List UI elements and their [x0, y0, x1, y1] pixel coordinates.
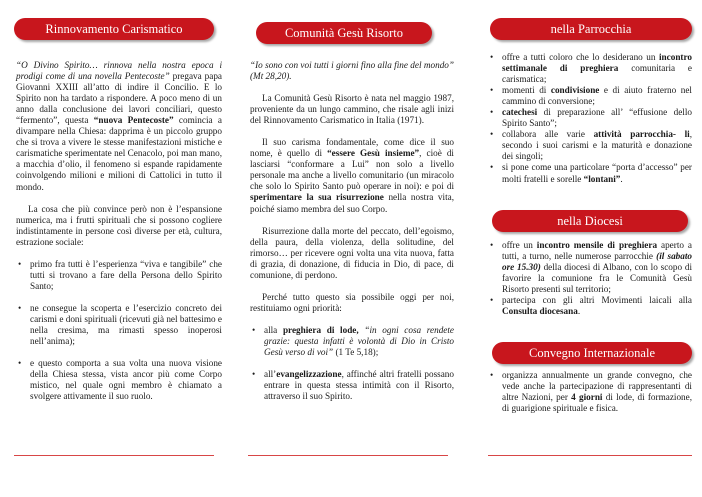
- text: offre un: [502, 240, 537, 250]
- text: partecipa con gli altri Movimenti laicali alla: [502, 295, 692, 306]
- rinnovamento-text-a: pregava papa Giovanni XXIII all’atto di indire il Concilio. E lo Spirito non ha tardato a rispondere. A poco meno di un anno dalla conclusione dei lavori conciliari, questo “fermento”, questa: [16, 71, 222, 126]
- text: alla: [264, 324, 283, 335]
- list-item: [488, 107, 692, 129]
- catechesi-bold: catechesi: [502, 107, 538, 118]
- comunita-bullet-list: [250, 325, 454, 402]
- rinnovamento-paragraph-2: La cosa che più convince però non è l’espansione numerica, ma i frutti spirituali che si possono cogliere indistintamente in persone così diverse per età, cultura, estrazione sociale:: [16, 203, 222, 247]
- parrocchia-bullet-list: [488, 52, 692, 185]
- text: , secondo i suoi carismi e la maturità e donazione dei singoli;: [502, 129, 692, 162]
- incontro-settimanale-bold: incontro settimanale di preghiera: [502, 52, 692, 74]
- text: collabora alle varie: [502, 129, 594, 140]
- list-item: • primo fra tutti è l’esperienza “viva e tangibile” che tutti si trovano a fare della Persona dello Spirito Santo;: [16, 259, 222, 292]
- consulta-diocesana-bold: Consulta diocesana: [502, 306, 578, 317]
- section-title-convegno: Convegno Internazionale: [492, 342, 692, 364]
- list-item: [488, 129, 692, 162]
- text: all’: [264, 369, 277, 380]
- text: si pone come una particolare “porta d’accesso” per molti fratelli e sorelle: [502, 162, 692, 184]
- lode-reference: (1 Te 5,18);: [333, 346, 379, 357]
- list-item: • ne consegue la scoperta e l’esercizio concreto dei carismi e doni spirituali (ricevuti già nel battesimo e nella cresima, ma rimasti spesso inoperosi nell’anima);: [16, 303, 222, 347]
- comunita-paragraph-2: [250, 137, 454, 214]
- rinnovamento-paragraph-1: [16, 60, 222, 193]
- text: momenti di: [502, 85, 551, 96]
- comunita-text-a: Il suo carisma fondamentale, come dice il suo nome, è quello di: [250, 137, 454, 159]
- diocesi-bullet-list: [488, 240, 692, 317]
- risurrezione-bold: sperimentare la sua risurrezione: [250, 192, 384, 203]
- text: .: [620, 173, 623, 184]
- convegno-bullet-list: [488, 370, 692, 414]
- text: di preparazione all’ “effusione dello Spirito Santo”;: [502, 107, 692, 129]
- diocesi-body: [488, 240, 692, 317]
- section-title-diocesi: nella Diocesi: [492, 210, 688, 232]
- list-item: [488, 295, 692, 317]
- list-item: [250, 369, 454, 402]
- text: comunitaria e carismatica;: [502, 63, 692, 85]
- bottom-rule: [14, 455, 214, 456]
- list-item: • e questo comporta a sua volta una nuova visione della Chiesa stessa, vista ancor più come Corpo mistico, nel quale ogni membro è chiamato a svolgere attivamente il suo ruolo.: [16, 358, 222, 402]
- list-item: [488, 85, 692, 107]
- text: offre a tutti coloro che lo desiderano un: [502, 52, 659, 62]
- text: , affinché altri fratelli possano entrare in questa stessa intimità con il Risorto, attraverso il suo Spirito.: [264, 369, 454, 402]
- comunita-paragraph-4: Perché tutto questo sia possibile oggi per noi, restituiamo ogni priorità:: [250, 291, 454, 313]
- lode-quote: “in ogni cosa rendete grazie: questa infatti è volontà di Dio in Cristo Gesù verso di voi”: [264, 324, 455, 357]
- parrocchia-body: [488, 52, 692, 185]
- preghiera-di-lode-bold: preghiera di lode,: [282, 324, 359, 335]
- rinnovamento-quote: “O Divino Spirito… rinnova nella nostra epoca i prodigi come di una novella Pentecoste”: [16, 60, 222, 82]
- text: organizza annualmente un grande convegno, che vede anche la partecipazione di rappresentanti di altre Nazioni, per: [502, 370, 692, 403]
- text: di lode, di formazione, di guarigione spirituale e fisica.: [502, 392, 693, 414]
- list-item: [488, 52, 692, 85]
- text: .: [577, 306, 581, 317]
- rinnovamento-body: [16, 60, 222, 413]
- nuova-pentecoste-bold: “nuova Pentecoste”: [93, 115, 174, 126]
- incontro-mensile-bold: incontro mensile di preghiera: [536, 240, 658, 250]
- bottom-rule: [488, 455, 692, 456]
- rinnovamento-text-b: comincia a divampare nella Chiesa: dapprima è un piccolo gruppo che si trova a vivere le stesse manifestazioni mistiche e carismatiche sperimentate nel Cenacolo, poi man mano, a macchia d’olio, il fenomeno si espande rapidamente coinvolgendo milioni e milioni di Cattolici in tutto il mondo.: [16, 115, 222, 192]
- essere-gesu-insieme-bold: “essere Gesù insieme”: [327, 148, 420, 159]
- bottom-rule: [248, 455, 448, 456]
- comunita-text-d: nella nostra vita, poiché siamo membra del suo Corpo.: [250, 192, 454, 214]
- comunita-paragraph-1: La Comunità Gesù Risorto è nata nel maggio 1987, proveniente da un lungo cammino, che risale agli inizi del Rinnovamento Carismatico in Italia (1971).: [250, 93, 454, 126]
- convegno-body: [488, 370, 692, 414]
- comunita-quote: “Io sono con voi tutti i giorni fino alla fine del mondo” (Mt 28,20).: [250, 60, 454, 82]
- list-item: [488, 240, 692, 295]
- text: aperto a tutti, a turno, nelle numerose parrocchie: [502, 240, 692, 262]
- list-item: [250, 325, 454, 358]
- text: e di aiuto fraterno nel cammino di conversione;: [502, 85, 692, 107]
- comunita-body: [250, 60, 454, 413]
- section-title-rinnovamento: Rinnovamento Carismatico: [14, 18, 214, 40]
- text: della diocesi di Albano, con lo scopo di favorire la comunione fra le Comunità Gesù Risorto presenti sul territorio;: [502, 262, 692, 295]
- comunita-text-c: , cioè di lasciarsi “conformare a Lui” non solo a livello personale ma anche a livello comunitario (un miracolo che solo lo Spirito Santo può operare in noi): e poi di: [250, 148, 454, 192]
- evangelizzazione-bold: evangelizzazione: [276, 369, 342, 380]
- comunita-paragraph-3: Risurrezione dalla morte del peccato, dell’egoismo, della paura, della violenza, della solitudine, del rimorso… per ricevere ogni volta una vita nuova, fatta di grazia, di donazione, di fiducia in Dio, di pace, di comunione, di perdono.: [250, 225, 454, 280]
- attivita-parrocchiali-bold: attività parrocchia- li: [593, 129, 690, 140]
- quattro-giorni-bold: 4 giorni: [571, 392, 603, 403]
- list-item: [488, 162, 692, 184]
- condivisione-bold: condivisione: [550, 85, 600, 96]
- section-title-comunita: Comunità Gesù Risorto: [256, 22, 432, 44]
- section-title-parrocchia: nella Parrocchia: [490, 18, 692, 40]
- lontani-bold: “lontani”: [583, 173, 621, 184]
- list-item: [488, 370, 692, 414]
- rinnovamento-bullet-list: [16, 259, 222, 403]
- sabato-orario: (il sabato ore 15.30): [502, 251, 692, 273]
